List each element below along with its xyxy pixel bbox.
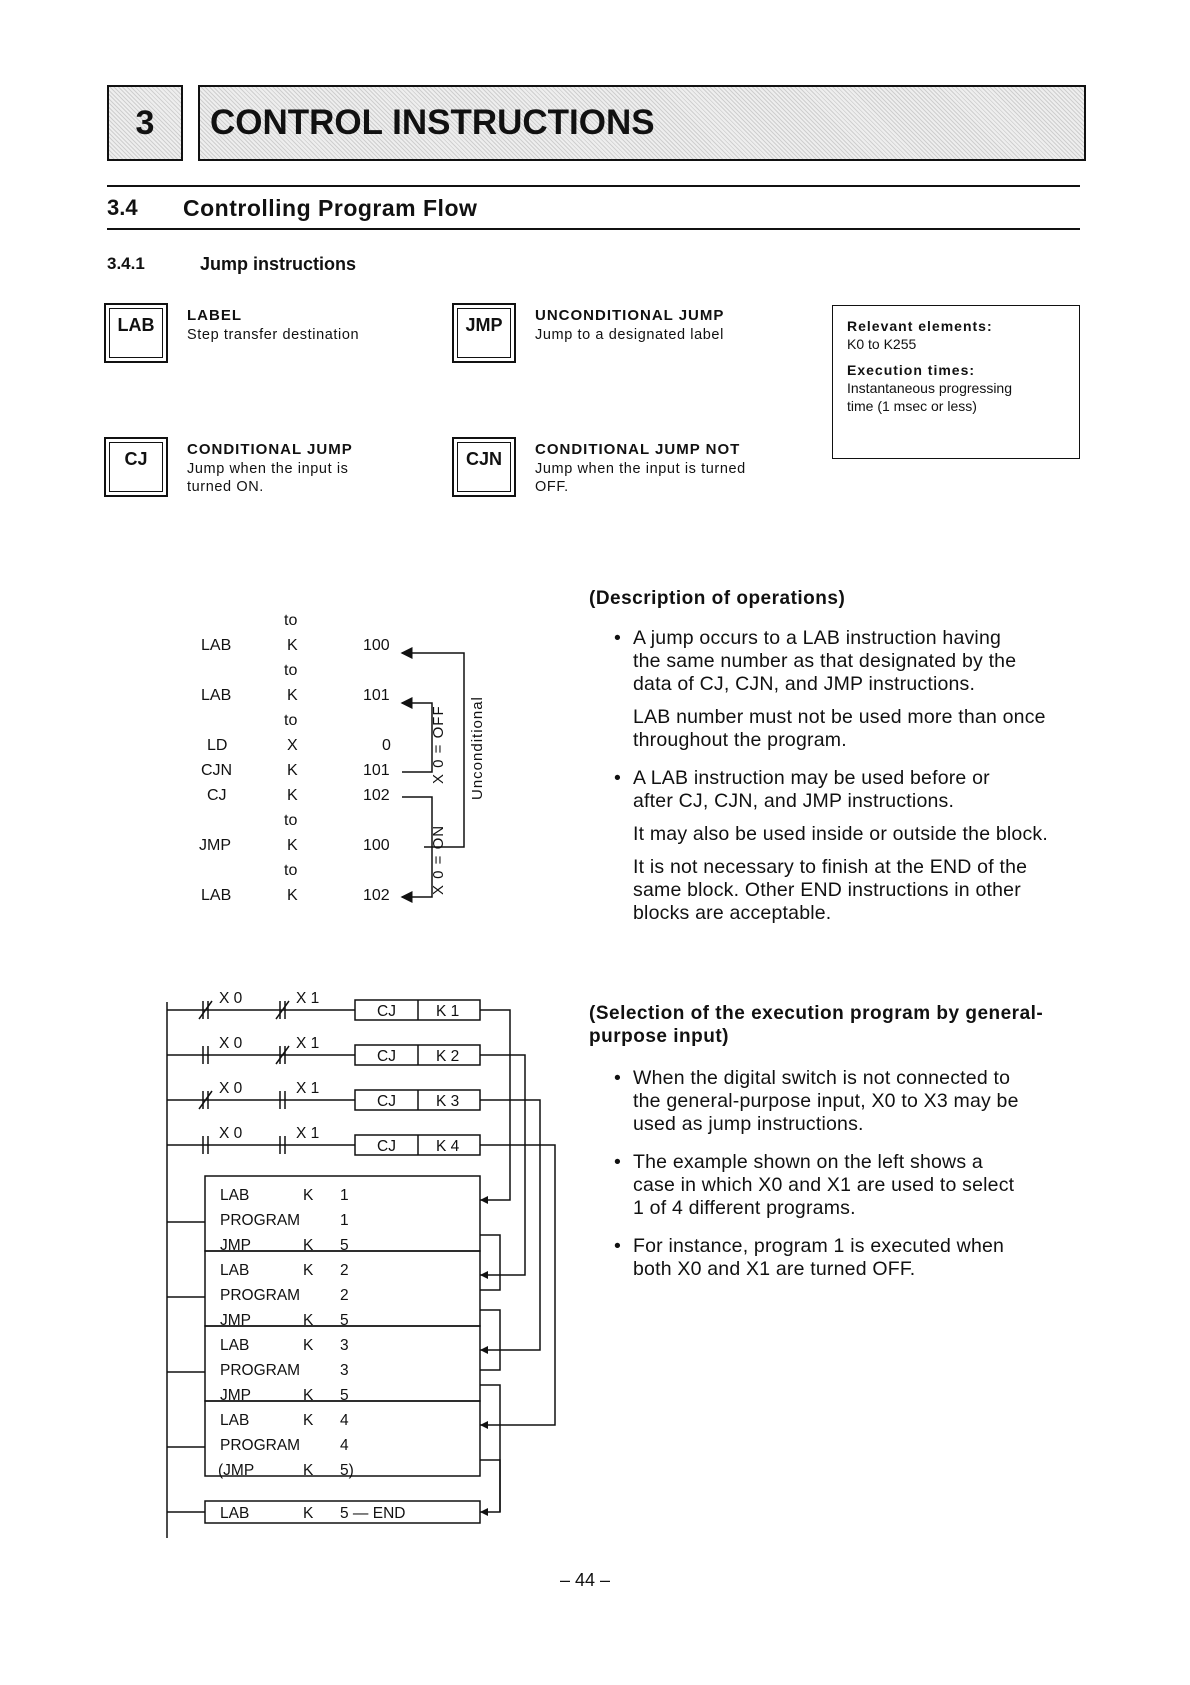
b1-r1-a: LAB [220, 1187, 250, 1204]
ex1-row-2-b: to [284, 662, 298, 679]
b4-r2-c: 4 [340, 1437, 349, 1454]
cjn-arrow [402, 703, 432, 772]
section-title: Controlling Program Flow [183, 195, 478, 221]
chapter-title: CONTROL INSTRUCTIONS [210, 103, 655, 142]
b2-r3-c: 5 [340, 1312, 349, 1329]
ex1-row-6-b: K [287, 762, 298, 779]
jmp-desc: Jump to a designated label [535, 327, 724, 343]
execution-times-label: Execution times: [847, 362, 976, 378]
cj-desc-2: turned ON. [187, 479, 264, 495]
chapter-number-box [107, 85, 183, 161]
b4-r3-c: 5) [340, 1462, 354, 1479]
b2-r1-c: 2 [340, 1262, 349, 1279]
b1-r3-c: 5 [340, 1237, 349, 1254]
chapter-number: 3 [135, 103, 155, 142]
b1-r2-a: PROGRAM [220, 1212, 301, 1229]
sel-b2-l2: case in which X0 and X1 are used to select [633, 1174, 1015, 1196]
b3-r1-a: LAB [220, 1337, 250, 1354]
rung4-contact-b: X 1 [296, 1125, 320, 1142]
rung3-contact-b: X 1 [296, 1080, 320, 1097]
desc-b2-l2: after CJ, CJN, and JMP instructions. [633, 790, 955, 812]
description-heading: (Description of operations) [589, 588, 846, 609]
desc-b1-l3: data of CJ, CJN, and JMP instructions. [633, 673, 976, 695]
rung2-contact-a: X 0 [219, 1035, 243, 1052]
relevant-elements-value: K0 to K255 [847, 336, 917, 352]
ex1-row-7-b: K [287, 787, 298, 804]
ex1-row-8-b: to [284, 812, 298, 829]
ex1-row-3-a: LAB [201, 687, 232, 704]
cjn-instruction-box [452, 437, 516, 497]
b2-r3-b: K [303, 1312, 314, 1329]
jmp-name: UNCONDITIONAL JUMP [535, 307, 725, 324]
relevant-elements-box [832, 305, 1080, 459]
selection-bullet-2 [633, 1151, 1083, 1220]
b4-r3-a: (JMP [218, 1462, 255, 1479]
sel-b3-l1: • For instance, program 1 is executed when [633, 1235, 1005, 1257]
ex1-row-5-a: LD [207, 737, 228, 754]
ex1-row-11-b: K [287, 887, 298, 904]
rung3-cmd: CJ [377, 1093, 396, 1110]
lab-name: LABEL [187, 307, 242, 324]
b4-r1-a: LAB [220, 1412, 250, 1429]
cjn-desc-2: OFF. [535, 479, 569, 495]
sel-b1-l2: the general-purpose input, X0 to X3 may be [633, 1090, 1019, 1112]
ex1-row-3-c: 101 [363, 687, 390, 704]
ex1-row-9-c: 100 [363, 837, 390, 854]
cj-desc-1: Jump when the input is [187, 461, 349, 477]
sel-b1-l1: • When the digital switch is not connected to [633, 1067, 1011, 1089]
ex1-row-7-c: 102 [363, 787, 390, 804]
b4-r2-a: PROGRAM [220, 1437, 301, 1454]
end-row-c: 5 — END [340, 1505, 406, 1522]
ex1-row-0-b: to [284, 612, 298, 629]
sel-b3-l2: both X0 and X1 are turned OFF. [633, 1258, 916, 1280]
desc-b1-l2: the same number as that designated by the [633, 650, 1017, 672]
b1-r2-c: 1 [340, 1212, 349, 1229]
desc-p3-l1: It is not necessary to finish at the END of the [633, 856, 1028, 878]
b1-r1-c: 1 [340, 1187, 349, 1204]
ex1-row-4-b: to [284, 712, 298, 729]
b2-r2-a: PROGRAM [220, 1287, 301, 1304]
cj-instruction-box [104, 437, 168, 497]
x0-on-label: X 0 = ON [430, 824, 447, 895]
b2-r2-c: 2 [340, 1287, 349, 1304]
chapter-title-box [198, 85, 1086, 161]
description-bullet-1 [633, 627, 1083, 696]
ex1-row-11-c: 102 [363, 887, 390, 904]
b4-r3-b: K [303, 1462, 314, 1479]
description-para-1 [633, 706, 1083, 752]
cj-name: CONDITIONAL JUMP [187, 441, 353, 458]
desc-p1-l2: throughout the program. [633, 729, 847, 751]
selection-text [633, 1067, 1083, 1281]
selection-bullet-3 [633, 1235, 1083, 1281]
ex1-row-6-c: 101 [363, 762, 390, 779]
desc-p3-l2: same block. Other END instructions in other [633, 879, 1021, 901]
lab-code: LAB [117, 314, 155, 335]
subsection-title: Jump instructions [200, 254, 357, 274]
lab-desc: Step transfer destination [187, 327, 360, 343]
selection-bullet-1 [633, 1067, 1083, 1136]
cjn-desc-1: Jump when the input is turned [535, 461, 746, 477]
b1-r3-a: JMP [220, 1237, 251, 1254]
b2-r1-b: K [303, 1262, 314, 1279]
ex1-row-7-a: CJ [207, 787, 227, 804]
b1-r3-b: K [303, 1237, 314, 1254]
description-para-3 [633, 856, 1083, 925]
ex1-row-5-c: 0 [382, 737, 391, 754]
lab-instruction-box [104, 303, 168, 363]
selection-heading-1: (Selection of the execution program by general- [589, 1003, 1044, 1024]
ex1-row-9-b: K [287, 837, 298, 854]
rung3-arg: K 3 [436, 1093, 460, 1110]
section-number: 3.4 [107, 195, 138, 220]
ex1-row-1-a: LAB [201, 637, 232, 654]
execution-times-value-1: Instantaneous progressing [847, 380, 1012, 396]
description-para-2: It may also be used inside or outside the block. [633, 823, 1048, 845]
page-number: – 44 – [560, 1570, 611, 1590]
ex1-row-3-b: K [287, 687, 298, 704]
subsection-number: 3.4.1 [107, 254, 145, 273]
b1-r1-b: K [303, 1187, 314, 1204]
selection-heading-2: purpose input) [589, 1026, 729, 1047]
rung1-arg: K 1 [436, 1003, 460, 1020]
jmp-instruction-box [452, 303, 516, 363]
cj-code: CJ [124, 448, 148, 469]
b2-r3-a: JMP [220, 1312, 251, 1329]
end-row-b: K [303, 1505, 314, 1522]
b3-r1-c: 3 [340, 1337, 349, 1354]
desc-b1-l1: • A jump occurs to a LAB instruction having [633, 627, 1002, 649]
rule-top [107, 185, 1080, 187]
b3-r3-b: K [303, 1387, 314, 1404]
ex1-row-10-b: to [284, 862, 298, 879]
b2-r1-a: LAB [220, 1262, 250, 1279]
unconditional-label: Unconditional [469, 696, 486, 800]
sel-b2-l1: • The example shown on the left shows a [633, 1151, 983, 1173]
description-text [633, 627, 1083, 925]
b3-r2-a: PROGRAM [220, 1362, 301, 1379]
b3-r3-c: 5 [340, 1387, 349, 1404]
rung2-contact-b: X 1 [296, 1035, 320, 1052]
rung1-cmd: CJ [377, 1003, 396, 1020]
b4-r1-b: K [303, 1412, 314, 1429]
rung2-cmd: CJ [377, 1048, 396, 1065]
b3-r3-a: JMP [220, 1387, 251, 1404]
b3-r2-c: 3 [340, 1362, 349, 1379]
sel-b2-l3: 1 of 4 different programs. [633, 1197, 856, 1219]
rung3-contact-a: X 0 [219, 1080, 243, 1097]
b4-r1-c: 4 [340, 1412, 349, 1429]
cjn-name: CONDITIONAL JUMP NOT [535, 441, 741, 458]
b3-r1-b: K [303, 1337, 314, 1354]
desc-p3-l3: blocks are acceptable. [633, 902, 832, 924]
jmp-code: JMP [465, 314, 503, 335]
desc-b2-l1: • A LAB instruction may be used before or [633, 767, 990, 789]
ex1-row-9-a: JMP [199, 837, 231, 854]
rung4-contact-a: X 0 [219, 1125, 243, 1142]
rung1-contact-a: X 0 [219, 990, 243, 1007]
cjn-code: CJN [465, 448, 502, 469]
rule-bottom [107, 228, 1080, 230]
desc-p1-l1: LAB number must not be used more than once [633, 706, 1046, 728]
rung2-arg: K 2 [436, 1048, 460, 1065]
rung1-contact-b: X 1 [296, 990, 320, 1007]
ex1-row-1-c: 100 [363, 637, 390, 654]
ex1-row-1-b: K [287, 637, 298, 654]
ex1-row-5-b: X [287, 737, 298, 754]
ex1-row-11-a: LAB [201, 887, 232, 904]
description-bullet-2 [633, 767, 1083, 813]
sel-b1-l3: used as jump instructions. [633, 1113, 864, 1135]
rung4-cmd: CJ [377, 1138, 396, 1155]
ex1-row-6-a: CJN [201, 762, 233, 779]
relevant-elements-label: Relevant elements: [847, 318, 993, 334]
rung4-arg: K 4 [436, 1138, 460, 1155]
end-row-a: LAB [220, 1505, 250, 1522]
execution-times-value-2: time (1 msec or less) [847, 398, 977, 414]
x0-off-label: X 0 = OFF [430, 705, 447, 784]
